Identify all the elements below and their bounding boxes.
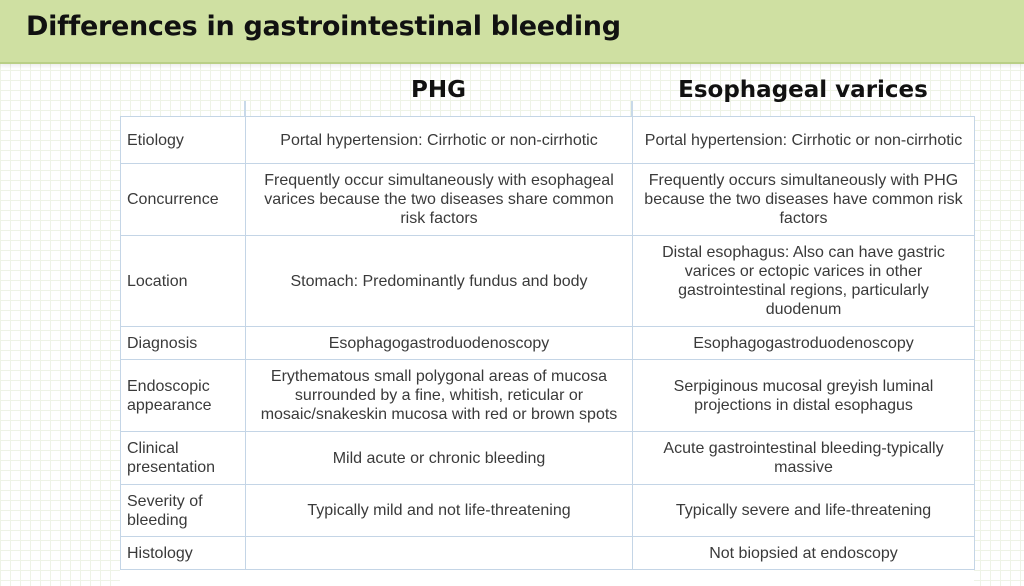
table-row-etiology — [121, 117, 975, 164]
row-label: Histology — [121, 537, 246, 570]
table-row-concurrence — [121, 164, 975, 236]
esophageal-varices-cell: Portal hypertension: Cirrhotic or non-cirrhotic — [633, 117, 975, 164]
esophageal-varices-cell: Esophagogastroduodenoscopy — [633, 327, 975, 360]
esophageal-varices-cell: Serpiginous mucosal greyish luminal projections in distal esophagus — [633, 360, 975, 432]
phg-cell: Mild acute or chronic bleeding — [246, 432, 633, 485]
column-guide-line — [631, 101, 633, 117]
column-header-esophageal-varices: Esophageal varices — [678, 77, 928, 103]
row-label: Location — [121, 236, 246, 327]
comparison-table-grid — [120, 116, 975, 570]
phg-cell — [246, 537, 633, 570]
table-row-diagnosis — [121, 327, 975, 360]
row-label: Diagnosis — [121, 327, 246, 360]
phg-cell: Frequently occur simultaneously with esophageal varices because the two diseases share common risk factors — [246, 164, 633, 236]
row-label: Concurrence — [121, 164, 246, 236]
comparison-table — [120, 116, 974, 586]
phg-cell: Stomach: Predominantly fundus and body — [246, 236, 633, 327]
row-label: Endoscopic appearance — [121, 360, 246, 432]
esophageal-varices-cell: Distal esophagus: Also can have gastric varices or ectopic varices in other gastrointestinal regions, particularly duodenum — [633, 236, 975, 327]
table-row-histology — [121, 537, 975, 570]
row-label: Etiology — [121, 117, 246, 164]
table-row-severity-of-bleeding — [121, 485, 975, 537]
phg-cell: Portal hypertension: Cirrhotic or non-cirrhotic — [246, 117, 633, 164]
row-label: Clinical presentation — [121, 432, 246, 485]
column-guide-line — [244, 101, 246, 117]
esophageal-varices-cell: Acute gastrointestinal bleeding-typically massive — [633, 432, 975, 485]
phg-cell: Erythematous small polygonal areas of mucosa surrounded by a fine, whitish, reticular or mosaic/snakeskin mucosa with red or brown spots — [246, 360, 633, 432]
table-row-endoscopic-appearance — [121, 360, 975, 432]
table-row-location — [121, 236, 975, 327]
esophageal-varices-cell: Typically severe and life-threatening — [633, 485, 975, 537]
esophageal-varices-cell: Not biopsied at endoscopy — [633, 537, 975, 570]
esophageal-varices-cell: Frequently occurs simultaneously with PHG because the two diseases have common risk factors — [633, 164, 975, 236]
table-row-clinical-presentation — [121, 432, 975, 485]
row-label: Severity of bleeding — [121, 485, 246, 537]
page-title: Differences in gastrointestinal bleeding — [26, 11, 621, 42]
column-header-phg: PHG — [411, 77, 466, 103]
phg-cell: Typically mild and not life-threatening — [246, 485, 633, 537]
phg-cell: Esophagogastroduodenoscopy — [246, 327, 633, 360]
title-bar — [0, 0, 1024, 64]
